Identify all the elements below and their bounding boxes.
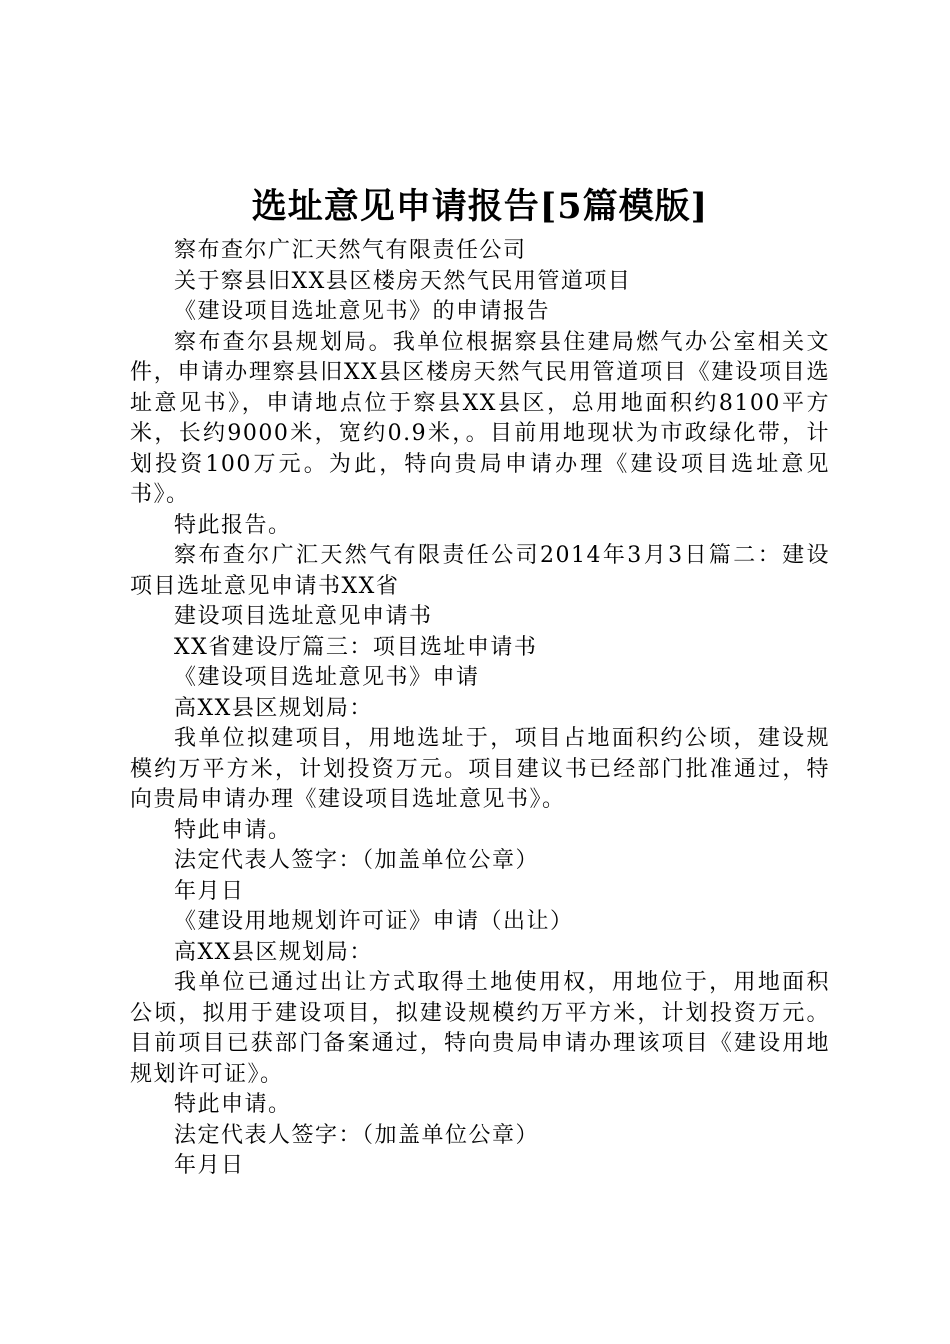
paragraph-permit-application-body: 我单位已通过出让方式取得土地使用权，用地位于，用地面积公顷，拟用于建设项目，拟建设规模约万平方米，计划投资万元。目前项目已获部门备案通过，特向贵局申请办理该项目《建设用地规划许可证》。	[130, 970, 830, 1087]
paragraph-application-closing: 特此申请。	[174, 1092, 292, 1117]
paragraph-site-application-body: 我单位拟建项目，用地选址于，项目占地面积约公顷，建设规模约万平方米，计划投资万元。项目建议书已经部门批准通过，特向贵局申请办理《建设项目选址意见书》。	[130, 726, 830, 812]
paragraph-report-title: 《建设项目选址意见书》的申请报告	[174, 299, 551, 324]
paragraph-addressee: 高XX县区规划局：	[174, 939, 373, 965]
paragraph-legal-rep-signature: 法定代表人签字：（加盖单位公章）	[174, 848, 540, 873]
paragraph-site-application-title: 《建设项目选址意见书》申请	[174, 665, 480, 690]
paragraph-report-body: 察布查尔县规划局。我单位根据察县住建局燃气办公室相关文件，申请办理察县旧XX县区楼房天然气民用管道项目《建设项目选址意见书》，申请地点位于察县XX县区，总用地面积约8100平方米，长约9000米，宽约0.9米，。目前用地现状为市政绿化带，计划投资100万元。为此，特向贵局申请办理《建设项目选址意见书》。	[130, 329, 830, 507]
paragraph-permit-application-title: 《建设用地规划许可证》申请（出让）	[174, 909, 574, 934]
paragraph-date-placeholder: 年月日	[174, 1153, 245, 1178]
paragraph-legal-rep-signature: 法定代表人签字：（加盖单位公章）	[174, 1122, 540, 1148]
document-page	[130, 182, 830, 1182]
paragraph-form-title: 建设项目选址意见申请书	[174, 604, 433, 629]
paragraph-department: XX省建设厅篇三：项目选址申请书	[174, 634, 538, 660]
document-title: 选址意见申请报告[5篇模版]	[251, 186, 709, 227]
paragraph-addressee: 高XX县区规划局：	[174, 695, 373, 721]
paragraph-company-name: 察布查尔广汇天然气有限责任公司	[174, 238, 527, 263]
paragraph-date-placeholder: 年月日	[174, 878, 245, 904]
paragraph-signature-date: 察布查尔广汇天然气有限责任公司2014年3月3日篇二：建设项目选址意见申请书XX省	[130, 543, 830, 599]
paragraph-application-closing: 特此申请。	[174, 817, 292, 843]
paragraph-report-closing: 特此报告。	[174, 512, 292, 538]
paragraph-subject-line: 关于察县旧XX县区楼房天然气民用管道项目	[174, 268, 632, 294]
